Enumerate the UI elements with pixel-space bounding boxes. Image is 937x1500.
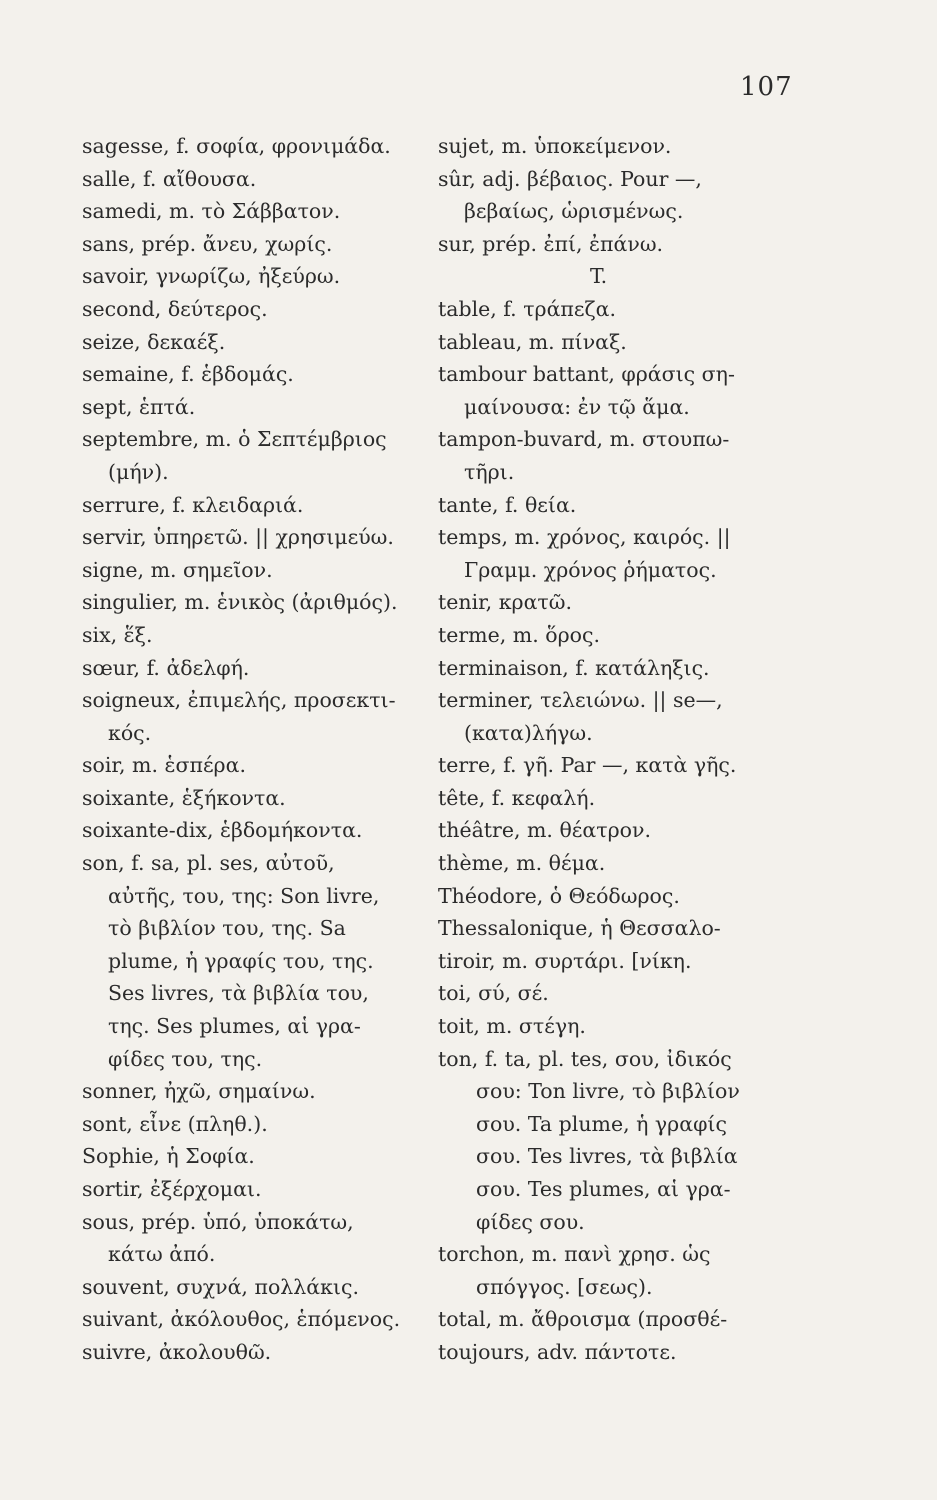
right-column [438,130,740,1369]
dictionary-entry-continuation: σου. Ta plume, ἡ γραφίς [476,1111,727,1136]
dictionary-entry: Théodore, ὁ Θεόδωρος. [438,883,680,908]
dictionary-entry: second, δεύτερος. [82,296,268,321]
dictionary-entry: temps, m. χρόνος, καιρός. || [438,525,731,550]
dictionary-entry: serrure, f. κλειδαριά. [82,492,304,517]
dictionary-entry: savoir, γνωρίζω, ἠξεύρω. [82,264,341,289]
dictionary-entry: sortir, ἐξέρχομαι. [82,1177,262,1201]
dictionary-entry: sept, ἑπτά. [82,394,196,419]
dictionary-entry: signe, m. σημεῖον. [82,557,273,582]
dictionary-entry: son, f. sa, pl. ses, αὐτοῦ, [82,851,335,876]
dictionary-entry: septembre, m. ὁ Σεπτέμβριος [82,427,387,452]
dictionary-entry: suivant, ἀκόλουθος, ἑπόμενος. [82,1307,401,1332]
dictionary-entry: tiroir, m. συρτάρι. [νίκη. [438,948,692,973]
dictionary-entry: théâtre, m. θέατρον. [438,818,651,843]
dictionary-entry: singulier, m. ἑνικὸς (ἀριθμός). [82,590,398,615]
dictionary-entry-continuation: φίδες του, της. [108,1046,263,1071]
dictionary-entry: tableau, m. πίναξ. [438,329,627,354]
dictionary-entry-continuation: σου. Tes livres, τὰ βιβλία [476,1144,738,1169]
dictionary-entry: toi, σύ, σέ. [438,981,549,1006]
dictionary-entry: sujet, m. ὑποκείμενον. [438,134,672,158]
dictionary-entry: ton, f. ta, pl. tes, σου, ἰδικός [438,1046,732,1071]
dictionary-entry: tampon-buvard, m. στουπω- [438,427,730,452]
dictionary-entry: semaine, f. ἑβδομάς. [82,362,294,387]
dictionary-entry-continuation: (μήν). [108,459,169,484]
dictionary-entry: salle, f. αἴθουσα. [82,166,257,191]
dictionary-entry: souvent, συχνά, πολλάκις. [82,1274,359,1299]
dictionary-entry: samedi, m. τὸ Σάββατον. [82,199,341,224]
dictionary-entry: terre, f. γῆ. Par —, κατὰ γῆς. [438,753,737,778]
dictionary-entry: thème, m. θέμα. [438,851,606,876]
dictionary-entry: terminaison, f. κατάληξις. [438,655,710,680]
dictionary-entry-continuation: της. Ses plumes, αἱ γρα- [108,1014,361,1039]
dictionary-entry: soigneux, ἐπιμελής, προσεκτι- [82,688,396,713]
dictionary-entry: sont, εἶνε (πληθ.). [82,1111,268,1136]
dictionary-entry: six, ἕξ. [82,622,153,647]
dictionary-entry: seize, δεκαέξ. [82,329,226,354]
dictionary-entry: sœur, f. ἀδελφή. [82,655,250,680]
dictionary-entry: torchon, m. πανὶ χρησ. ὡς [438,1242,711,1267]
dictionary-entry: table, f. τράπεζα. [438,296,616,321]
dictionary-entry-continuation: μαίνουσα: ἐν τῷ ἅμα. [464,394,690,419]
dictionary-entry: tête, f. κεφαλή. [438,785,596,810]
dictionary-entry-continuation: Ses livres, τὰ βιβλία του, [108,981,369,1006]
dictionary-entry-continuation: τῆρι. [464,459,515,484]
dictionary-entry-continuation: σου. Tes plumes, αἱ γρα- [476,1177,731,1201]
dictionary-entry: soir, m. ἑσπέρα. [82,753,246,778]
dictionary-entry: toit, m. στέγη. [438,1014,586,1039]
dictionary-entry: sur, prép. ἐπί, ἐπάνω. [438,231,664,256]
dictionary-entry-continuation: αὐτῆς, του, της: Son livre, [108,883,380,908]
dictionary-entry: sans, prép. ἄνευ, χωρίς. [82,231,333,256]
dictionary-entry: terme, m. ὅρος. [438,622,600,647]
dictionary-entry: tante, f. θεία. [438,492,577,517]
dictionary-entry-continuation: Γραμμ. χρόνος ῥήματος. [464,557,717,582]
dictionary-entry: Thessalonique, ἡ Θεσσαλο- [438,916,721,941]
dictionary-entry-continuation: plume, ἡ γραφίς του, της. [108,948,374,973]
dictionary-entry: soixante-dix, ἑβδομήκοντα. [82,818,363,843]
page-number: 107 [740,72,793,102]
dictionary-entry-continuation: φίδες σου. [476,1209,585,1234]
dictionary-entry: sagesse, f. σοφία, φρονιμάδα. [82,134,391,158]
dictionary-entry: total, m. ἄθροισμα (προσθέ- [438,1307,728,1332]
dictionary-entry-continuation: σου: Ton livre, τὸ βιβλίον [476,1079,740,1104]
dictionary-entry: toujours, adv. πάντοτε. [438,1339,677,1364]
dictionary-entry: tambour battant, φράσις ση- [438,362,735,387]
section-letter: T. [590,264,608,289]
left-column [82,130,400,1369]
dictionary-entry: soixante, ἑξήκοντα. [82,785,286,810]
dictionary-entry: Sophie, ἡ Σοφία. [82,1144,255,1169]
dictionary-entry-continuation: σπόγγος. [σεως). [476,1274,653,1299]
dictionary-entry: tenir, κρατῶ. [438,590,572,615]
dictionary-entry: terminer, τελειώνω. || se—, [438,688,723,713]
dictionary-entry: sonner, ἠχῶ, σημαίνω. [82,1079,316,1104]
dictionary-entry-continuation: τὸ βιβλίον του, της. Sa [108,916,346,941]
dictionary-entry-continuation: (κατα)λήγω. [464,720,593,745]
dictionary-entry-continuation: βεβαίως, ὡρισμένως. [464,199,684,224]
dictionary-entry: suivre, ἀκολουθῶ. [82,1339,272,1364]
dictionary-entry-continuation: κάτω ἀπό. [108,1242,216,1267]
dictionary-entry: sous, prép. ὑπό, ὑποκάτω, [82,1209,354,1234]
dictionary-entry: servir, ὑπηρετῶ. || χρησιμεύω. [82,525,394,550]
dictionary-entry-continuation: κός. [108,720,152,745]
dictionary-entry: sûr, adj. βέβαιος. Pour —, [438,166,702,191]
